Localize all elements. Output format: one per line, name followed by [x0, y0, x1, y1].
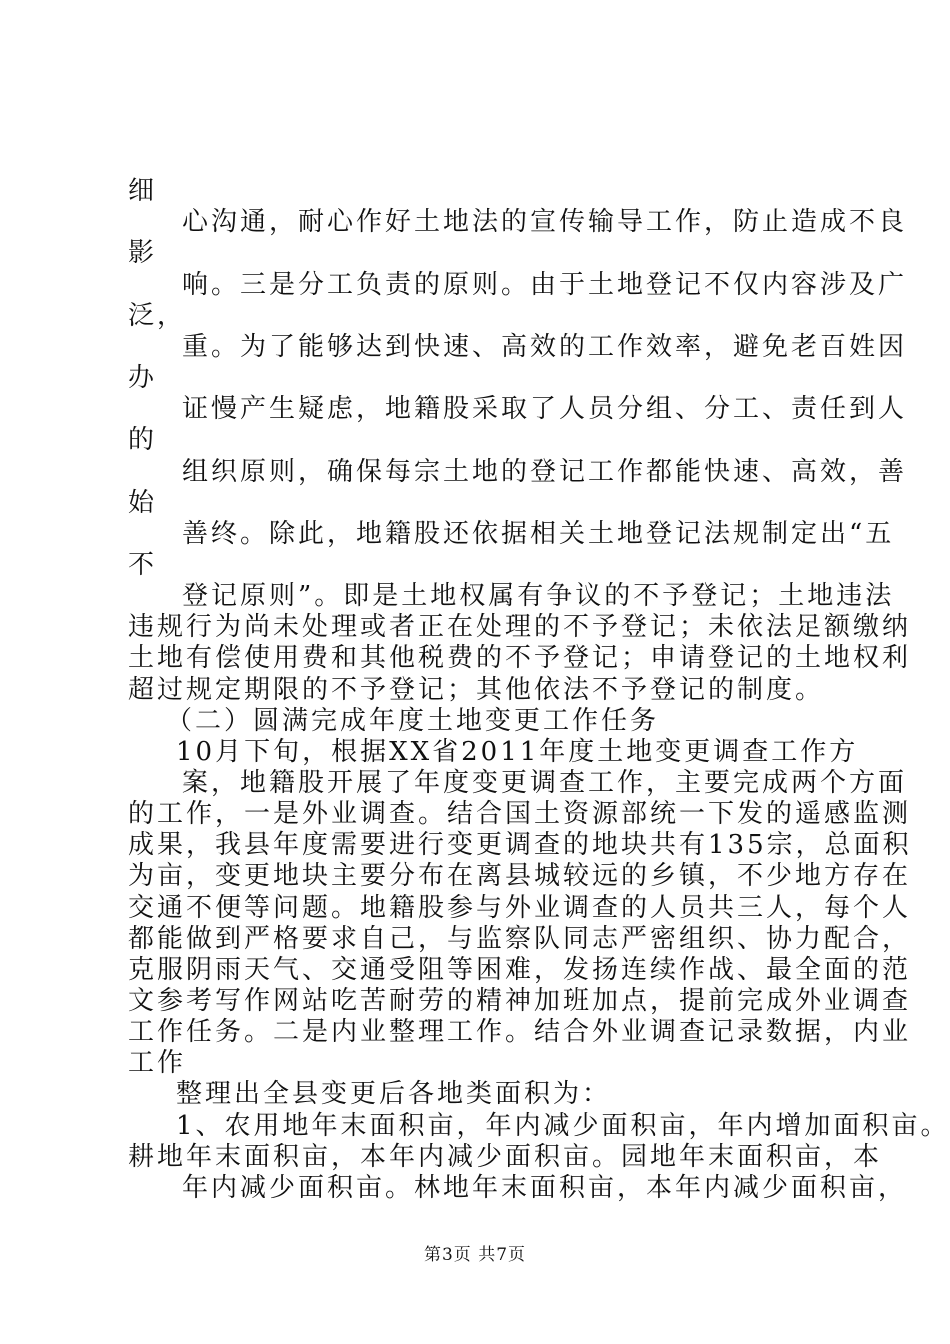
body-text-line: 善终。除此，地籍股还依据相关土地登记法规制定出“五: [182, 519, 895, 549]
body-text-line: 文参考写作网站吃苦耐劳的精神加班加点，提前完成外业调查: [128, 986, 912, 1016]
body-text-line: 始: [128, 488, 158, 518]
body-text-line: 克服阴雨天气、交通受阻等困难，发扬连续作战、最全面的范: [128, 955, 912, 985]
body-text-line: 超过规定期限的不予登记；其他依法不予登记的制度。: [128, 675, 825, 705]
body-text-line: 细: [128, 176, 158, 206]
body-text-line: 的: [128, 425, 158, 455]
body-text-line: 办: [128, 363, 158, 393]
body-text-line: 为亩，变更地块主要分布在离县城较远的乡镇，不少地方存在: [128, 861, 912, 891]
body-text-line: 泛，: [128, 301, 187, 331]
body-text-line: 违规行为尚未处理或者正在处理的不予登记；未依法足额缴纳: [128, 612, 912, 642]
body-text-line: 工作: [128, 1048, 187, 1078]
body-text-line: 耕地年末面积亩，本年内减少面积亩。园地年末面积亩，本: [128, 1142, 883, 1172]
body-text-line: 工作任务。二是内业整理工作。结合外业调查记录数据，内业: [128, 1017, 912, 1047]
body-text-line: 年内减少面积亩。林地年末面积亩，本年内减少面积亩，: [182, 1173, 908, 1203]
body-text-line: 的工作，一是外业调查。结合国土资源部统一下发的遥感监测: [128, 799, 912, 829]
body-text-line: 心沟通，耐心作好土地法的宣传输导工作，防止造成不良: [182, 207, 908, 237]
body-text-line: 成果，我县年度需要进行变更调查的地块共有135宗，总面积: [128, 830, 912, 860]
body-text-line: 组织原则，确保每宗土地的登记工作都能快速、高效，善: [182, 457, 908, 487]
body-text-line: 土地有偿使用费和其他税费的不予登记；申请登记的土地权利: [128, 643, 912, 673]
body-text-line: 整理出全县变更后各地类面积为：: [176, 1079, 612, 1109]
body-text-line: 10月下旬，根据XX省2011年度土地变更调查工作方: [176, 737, 859, 767]
body-text-line: 1、农用地年末面积亩，年内减少面积亩，年内增加面积亩。: [176, 1111, 950, 1141]
body-text-line: 重。为了能够达到快速、高效的工作效率，避免老百姓因: [182, 332, 908, 362]
body-text-line: 登记原则”。即是土地权属有争议的不予登记；土地违法: [182, 581, 895, 611]
body-text-line: 证慢产生疑虑，地籍股采取了人员分组、分工、责任到人: [182, 394, 908, 424]
body-text-line: 不: [128, 550, 158, 580]
body-text-line: 影: [128, 238, 158, 268]
body-text-line: 响。三是分工负责的原则。由于土地登记不仅内容涉及广: [182, 270, 908, 300]
page-footer: 第3页 共7页: [423, 1245, 527, 1265]
body-text-line: 都能做到严格要求自己，与监察队同志严密组织、协力配合，: [128, 924, 912, 954]
section-heading: （二）圆满完成年度土地变更工作任务: [166, 706, 660, 736]
body-text-line: 案，地籍股开展了年度变更调查工作，主要完成两个方面: [182, 768, 908, 798]
body-text-line: 交通不便等问题。地籍股参与外业调查的人员共三人，每个人: [128, 893, 912, 923]
